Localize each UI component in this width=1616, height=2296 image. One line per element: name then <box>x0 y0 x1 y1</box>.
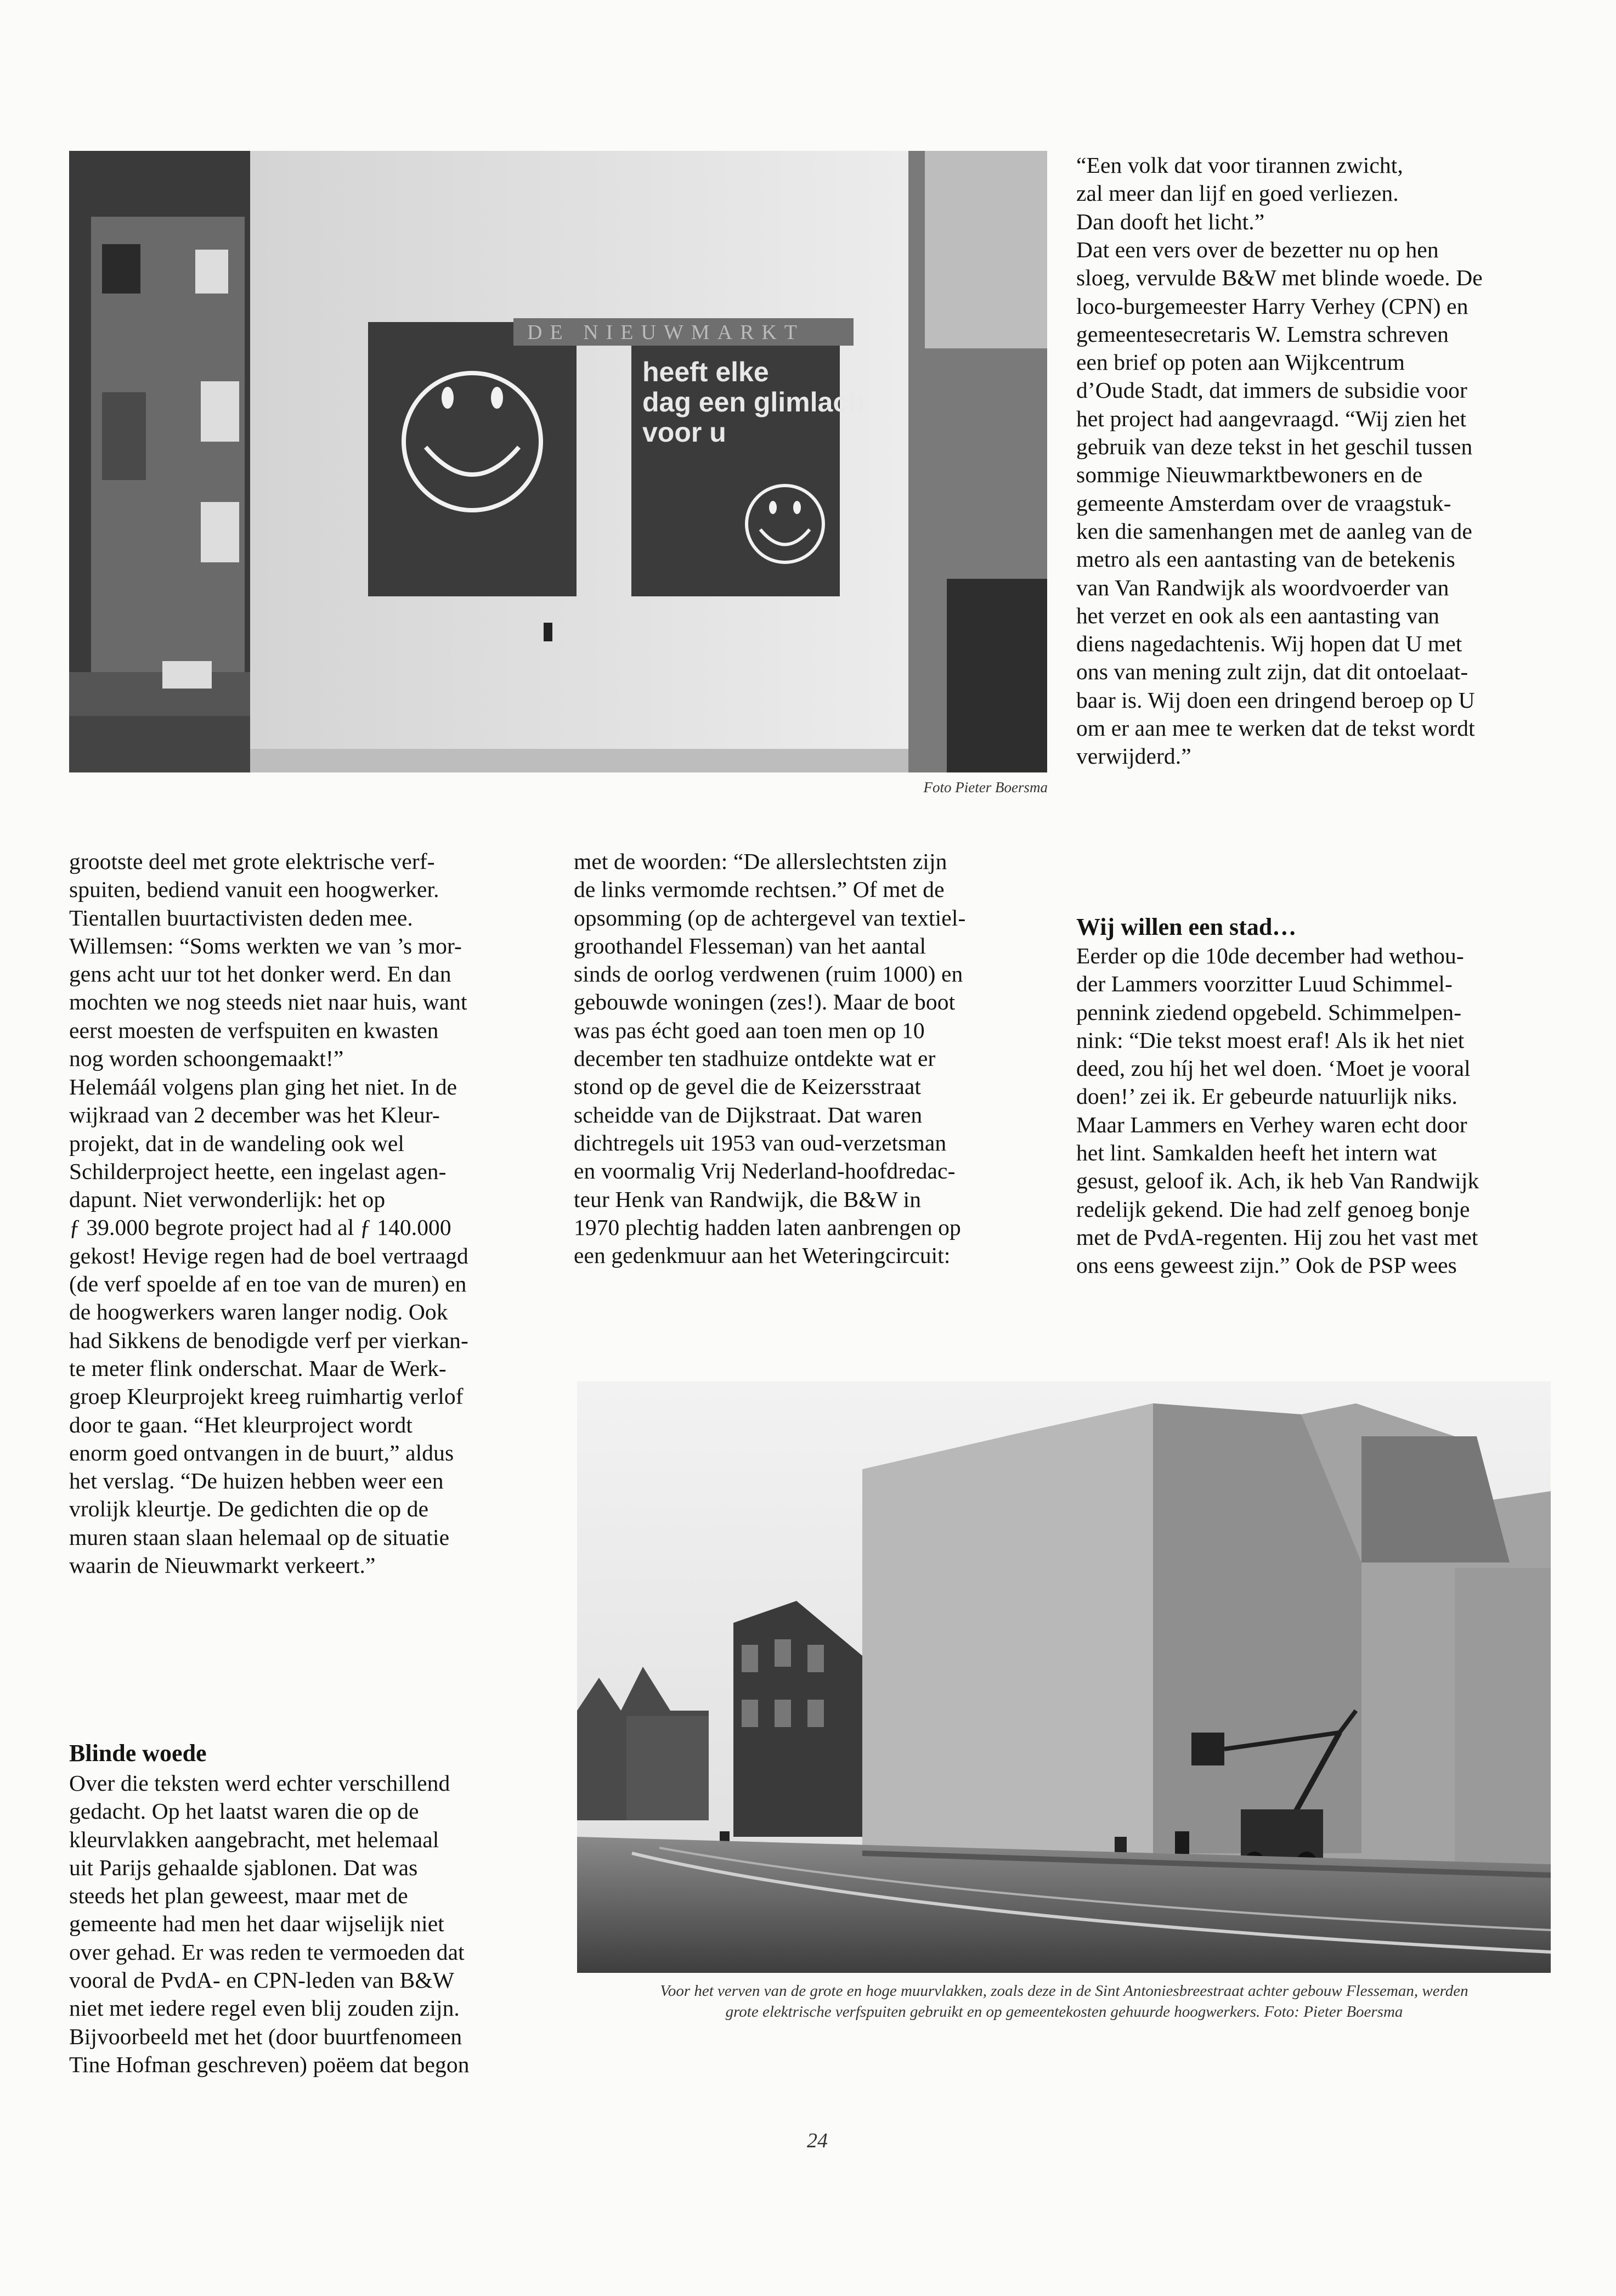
text-line: diens nagedachtenis. Wij hopen dat U met <box>1076 631 1462 657</box>
text-line: de hoogwerkers waren langer nodig. Ook <box>69 1299 448 1325</box>
text-line: “Een volk dat voor tirannen zwicht, <box>1076 153 1403 178</box>
text-line: over gehad. Er was reden te vermoeden dat <box>69 1939 465 1965</box>
text-line: ƒ 39.000 begrote project had al ƒ 140.000 <box>69 1215 451 1240</box>
heading-wij-willen-een-stad: Wij willen een stad… <box>1076 913 1297 940</box>
caption-line: Voor het verven van de grote en hoge muurvlakken, zoals deze in de Sint Antoniesbreestraat achter gebouw Flesseman, werden <box>660 1982 1468 2000</box>
text-line: redelijk gekend. Die had zelf genoeg bonje <box>1076 1196 1470 1222</box>
text-line: baar is. Wij doen een dringend beroep op U <box>1076 687 1475 713</box>
photo2-caption <box>581 1981 1547 2022</box>
sign-text-line: dag een glimlach <box>642 387 865 418</box>
text-line: kleurvlakken aangebracht, met helemaal <box>69 1826 439 1852</box>
text-line: vrolijk kleurtje. De gedichten die op de <box>69 1496 429 1522</box>
text-line: gemeente Amsterdam over de vraagstuk- <box>1076 490 1451 516</box>
text-line: sommige Nieuwmarktbewoners en de <box>1076 462 1423 488</box>
text-line: zal meer dan lijf en goed verliezen. <box>1076 180 1399 206</box>
text-line: nog worden schoongemaakt!” <box>69 1046 344 1071</box>
text-line: Dat een vers over de bezetter nu op hen <box>1076 237 1439 262</box>
text-line: ken die samenhangen met de aanleg van de <box>1076 518 1472 544</box>
text-line: december ten stadhuize ontdekte wat er <box>574 1046 936 1071</box>
photo-smiley-mural <box>69 151 1047 772</box>
text-line: vooral de PvdA- en CPN-leden van B&W <box>69 1967 455 1993</box>
text-line: Dan dooft het licht.” <box>1076 208 1265 234</box>
text-line: verwijderd.” <box>1076 743 1191 769</box>
text-line: een gedenkmuur aan het Weteringcircuit: <box>574 1243 951 1268</box>
text-line: gesust, geloof ik. Ach, ik heb Van Randwijk <box>1076 1168 1479 1194</box>
text-line: projekt, dat in de wandeling ook wel <box>69 1130 404 1156</box>
sign-text-line: heeft elke <box>642 357 769 387</box>
text-line: deed, zou híj het wel doen. ‘Moet je vooral <box>1076 1056 1471 1081</box>
text-line: sloeg, vervulde B&W met blinde woede. De <box>1076 265 1483 291</box>
text-line: groothandel Flesseman) van het aantal <box>574 933 926 958</box>
text-line: Helemáál volgens plan ging het niet. In de <box>69 1074 457 1099</box>
street-painting-illustration <box>577 1381 1551 1973</box>
text-line: opsomming (op de achtergevel van textiel- <box>574 905 966 930</box>
photo1-credit: Foto Pieter Boersma <box>923 779 1048 796</box>
col3-poem <box>1076 151 1549 236</box>
text-line: het verzet en ook als een aantasting van <box>1076 602 1439 628</box>
text-line: door te gaan. “Het kleurproject wordt <box>69 1412 413 1437</box>
text-line: Maar Lammers en Verhey waren echt door <box>1076 1112 1467 1137</box>
text-line: muren staan slaan helemaal op de situatie <box>69 1524 450 1550</box>
col1-paragraph-1 <box>69 848 542 1073</box>
text-line: was pas écht goed aan toen men op 10 <box>574 1017 925 1043</box>
text-line: gebruik van deze tekst in het geschil tussen <box>1076 434 1473 460</box>
text-line: d’Oude Stadt, dat immers de subsidie voor <box>1076 377 1467 403</box>
text-line: gedacht. Op het laatst waren die op de <box>69 1798 419 1824</box>
text-line: had Sikkens de benodigde verf per vierkan- <box>69 1327 468 1353</box>
text-line: Over die teksten werd echter verschillend <box>69 1770 450 1796</box>
text-line: waarin de Nieuwmarkt verkeert.” <box>69 1553 376 1578</box>
col3-paragraph-2 <box>1076 942 1549 1280</box>
text-line: mochten we nog steeds niet naar huis, want <box>69 989 467 1015</box>
text-line: gens acht uur tot het donker werd. En dan <box>69 961 451 987</box>
text-line: om er aan mee te werken dat de tekst wordt <box>1076 715 1475 741</box>
text-line: en voormalig Vrij Nederland-hoofdredac- <box>574 1158 956 1184</box>
col1-paragraph-2 <box>69 1073 542 1579</box>
text-line: het verslag. “De huizen hebben weer een <box>69 1468 444 1494</box>
text-line: wijkraad van 2 december was het Kleur- <box>69 1102 440 1128</box>
photo-street-painting <box>577 1381 1551 1973</box>
text-line: sinds de oorlog verdwenen (ruim 1000) en <box>574 961 963 987</box>
text-line: een brief op poten aan Wijkcentrum <box>1076 349 1405 375</box>
text-line: (de verf spoelde af en toe van de muren) en <box>69 1271 467 1297</box>
text-line: 1970 plechtig hadden laten aanbrengen op <box>574 1214 961 1240</box>
text-line: pennink ziedend opgebeld. Schimmelpen- <box>1076 999 1462 1025</box>
text-line: gemeente had men het daar wijselijk niet <box>69 1911 444 1937</box>
text-line: niet met iedere regel even blij zouden zijn. <box>69 1995 460 2021</box>
text-line: ons van mening zult zijn, dat dit ontoelaat- <box>1076 659 1468 685</box>
text-line: loco-burgemeester Harry Verhey (CPN) en <box>1076 293 1468 319</box>
heading-blinde-woede: Blinde woede <box>69 1740 207 1767</box>
page-number: 24 <box>807 2129 828 2152</box>
text-line: ons eens geweest zijn.” Ook de PSP wees <box>1076 1253 1457 1278</box>
text-line: gekost! Hevige regen had de boel vertraagd <box>69 1243 468 1268</box>
text-line: met de PvdA-regenten. Hij zou het vast met <box>1076 1224 1478 1250</box>
col3-paragraph-1 <box>1076 236 1549 771</box>
text-line: groep Kleurprojekt kreeg ruimhartig verlof <box>69 1384 464 1409</box>
smiley-mural-illustration <box>69 151 1047 772</box>
col2-paragraph-1 <box>574 848 1047 1270</box>
text-line: stond op de gevel die de Keizersstraat <box>574 1074 921 1099</box>
text-line: de links vermomde rechtsen.” Of met de <box>574 877 945 902</box>
text-line: der Lammers voorzitter Luud Schimmel- <box>1076 971 1453 997</box>
text-line: spuiten, bediend vanuit een hoogwerker. <box>69 877 439 902</box>
text-line: Tientallen buurtactivisten deden mee. <box>69 905 413 930</box>
text-line: Tine Hofman geschreven) poëem dat begon <box>69 2051 470 2077</box>
text-line: dapunt. Niet verwonderlijk: het op <box>69 1187 386 1212</box>
text-line: eerst moesten de verfspuiten en kwasten <box>69 1017 439 1043</box>
text-line: het project had aangevraagd. “Wij zien het <box>1076 405 1467 431</box>
text-line: enorm goed ontvangen in de buurt,” aldus <box>69 1440 454 1465</box>
text-line: metro als een aantasting van de betekenis <box>1076 546 1455 572</box>
text-line: Bijvoorbeeld met het (door buurtfenomeen <box>69 2023 462 2049</box>
text-line: het lint. Samkalden heeft het intern wat <box>1076 1140 1437 1166</box>
col1-paragraph-3 <box>69 1769 542 2079</box>
text-line: doen!’ zei ik. Er gebeurde natuurlijk niks. <box>1076 1084 1457 1109</box>
text-line: Eerder op die 10de december had wethou- <box>1076 943 1464 968</box>
text-line: gemeentesecretaris W. Lemstra schreven <box>1076 321 1449 347</box>
text-line: teur Henk van Randwijk, die B&W in <box>574 1186 922 1212</box>
text-line: van Van Randwijk als woordvoerder van <box>1076 574 1449 600</box>
text-line: grootste deel met grote elektrische verf- <box>69 849 435 874</box>
text-line: steeds het plan geweest, maar met de <box>69 1883 408 1909</box>
sign-header: DE NIEUWMARKT <box>527 321 805 344</box>
text-line: dichtregels uit 1953 van oud-verzetsman <box>574 1130 947 1155</box>
text-line: met de woorden: “De allerslechtsten zijn <box>574 849 947 874</box>
sign-text-line: voor u <box>642 417 726 448</box>
text-line: scheidde van de Dijkstraat. Dat waren <box>574 1102 923 1127</box>
text-line: nink: “Die tekst moest eraf! Als ik het niet <box>1076 1027 1465 1053</box>
text-line: te meter flink onderschat. Maar de Werk- <box>69 1355 447 1381</box>
text-line: uit Parijs gehaalde sjablonen. Dat was <box>69 1854 418 1880</box>
caption-line: grote elektrische verfspuiten gebruikt en op gemeentekosten gehuurde hoogwerkers. Foto: Pieter Boersma <box>725 2003 1403 2021</box>
text-line: Schilderproject heette, een ingelast agen- <box>69 1158 447 1184</box>
text-line: Willemsen: “Soms werkten we van ’s mor- <box>69 933 462 958</box>
text-line: gebouwde woningen (zes!). Maar de boot <box>574 989 956 1015</box>
